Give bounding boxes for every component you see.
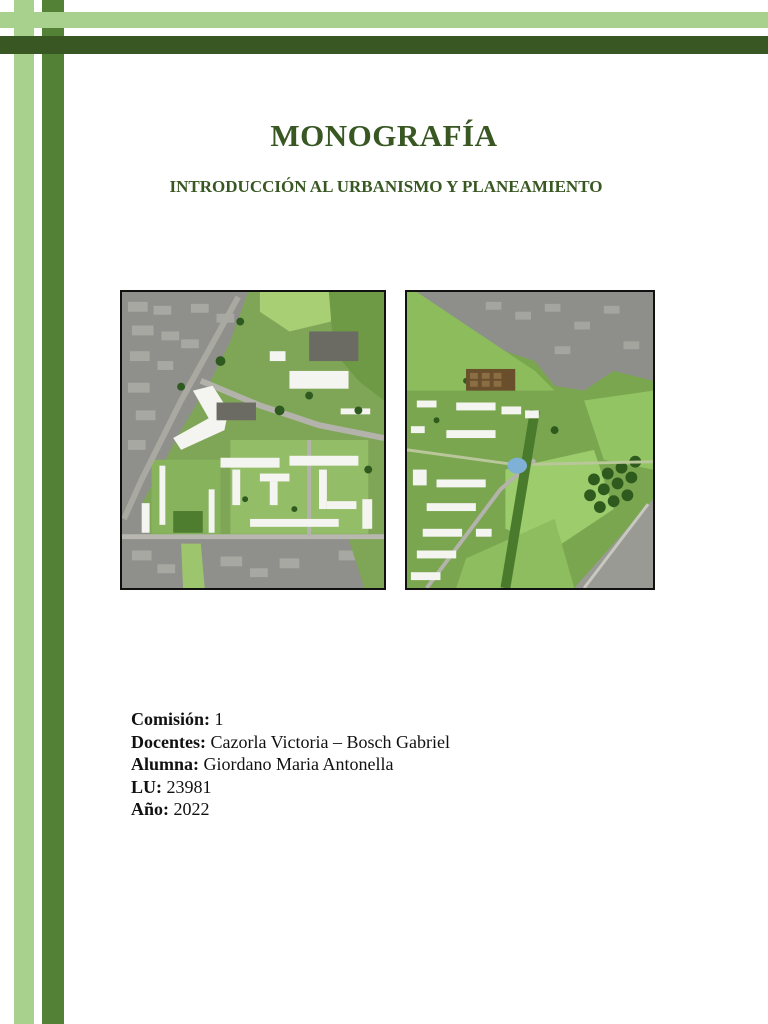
info-row-comision [131,708,450,731]
site-plan-left-graphic [122,292,384,588]
info-row-ano [131,798,450,821]
document-subtitle: INTRODUCCIÓN AL URBANISMO Y PLANEAMIENTO [169,177,603,196]
site-plan-image-left [120,290,386,590]
info-label: Año: [131,799,170,819]
info-value: Cazorla Victoria – Bosch Gabriel [210,731,450,752]
info-label: Docentes: [131,731,206,752]
document-title: MONOGRAFÍA [270,118,498,153]
decorative-stripe-horizontal-light [0,12,768,28]
info-label: LU: [131,776,162,797]
document-info [131,708,450,821]
info-label: Comisión: [131,709,211,729]
decorative-stripe-horizontal-dark [0,36,768,54]
info-row-lu [131,776,450,799]
info-label: Alumna: [131,754,200,774]
info-value: Giordano Maria Antonella [203,754,394,774]
info-value: 23981 [166,776,212,797]
info-row-docentes [131,731,450,754]
info-row-alumna [131,753,450,776]
site-plan-image-right [405,290,655,590]
info-value: 1 [214,709,224,729]
site-plan-right-graphic [407,292,653,588]
info-value: 2022 [173,799,210,819]
